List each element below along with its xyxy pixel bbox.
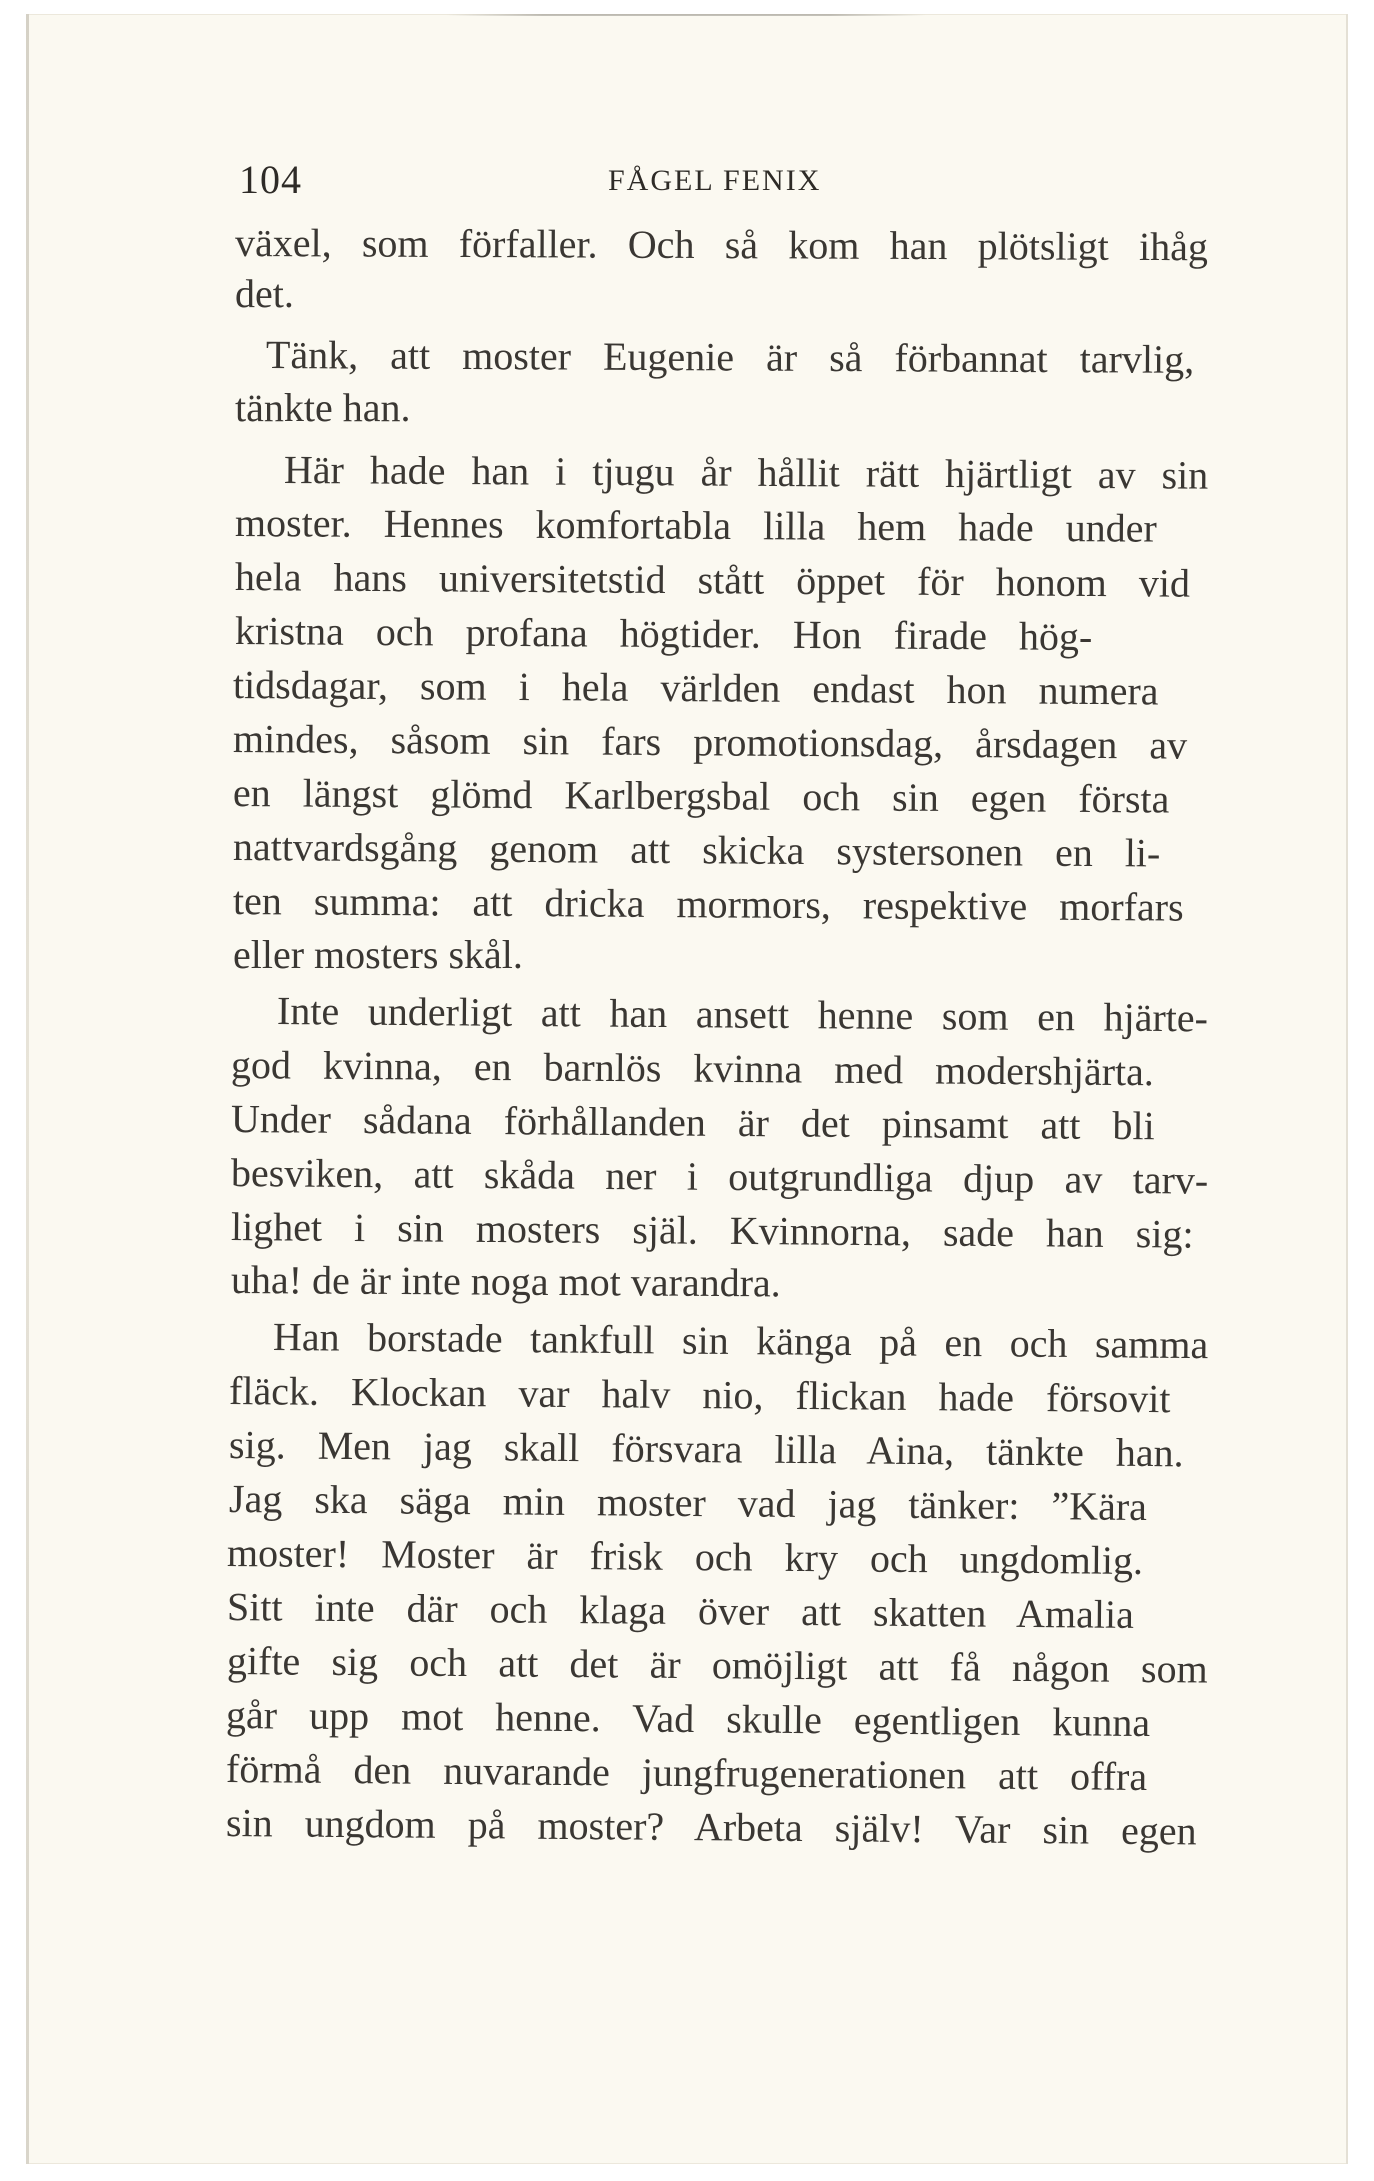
body-text — [26, 14, 1348, 2164]
text-line: Under sådana förhållanden är det pinsamt att bli — [230, 1096, 1155, 1149]
text-line: god kvinna, en barnlös kvinna med modershjärta. — [230, 1042, 1155, 1095]
text-line: går upp mot henne. Vad skulle egentligen kunna — [225, 1692, 1151, 1746]
text-line: förmå den nuvarande jungfrugenerationen att offra — [225, 1746, 1148, 1800]
text-line: Inte underligt att han ansett henne som en hjärte- — [276, 988, 1209, 1041]
text-line: Här hade han i tjugu år hållit rätt hjärtligt av sin — [283, 447, 1209, 498]
text-line: Sitt inte där och klaga över att skatten Amalia — [226, 1584, 1135, 1637]
text-line: Tänk, att moster Eugenie är så förbannat tarvlig, — [265, 332, 1195, 382]
text-line: det. — [235, 271, 294, 316]
text-line: lighet i sin mosters själ. Kvinnorna, sade han sig: — [230, 1204, 1194, 1257]
text-line: kristna och profana högtider. Hon firade hög- — [234, 608, 1093, 659]
text-line: mindes, såsom sin fars promotionsdag, årsdagen av — [232, 716, 1188, 768]
text-line: sin ungdom på moster? Arbeta själv! Var sin egen — [225, 1800, 1197, 1854]
text-line: hela hans universitetstid stått öppet för honom vid — [234, 554, 1191, 606]
running-head: FÅGEL FENIX — [608, 164, 822, 197]
text-line: gifte sig och att det är omöjligt att få någon som — [226, 1638, 1208, 1692]
text-line: fläck. Klockan var halv nio, flickan hade försovit — [228, 1368, 1171, 1422]
text-line: uha! de är inte noga mot varandra. — [230, 1257, 781, 1306]
text-line: Jag ska säga min moster vad jag tänker: ”Kära — [228, 1476, 1148, 1530]
text-line: sig. Men jag skall försvara lilla Aina, tänkte han. — [228, 1422, 1184, 1476]
text-line: moster. Hennes komfortabla lilla hem hade under — [234, 500, 1157, 551]
text-line: moster! Moster är frisk och kry och ungdomlig. — [226, 1530, 1144, 1583]
text-line: en längst glömd Karlbergsbal och sin egen första — [232, 770, 1170, 822]
text-line: tidsdagar, som i hela världen endast hon numera — [232, 662, 1159, 714]
page-number: 104 — [239, 157, 302, 202]
text-line: växel, som förfaller. Och så kom han plötsligt ihåg — [234, 220, 1209, 270]
text-line: nattvardsgång genom att skicka systersonen en li- — [232, 824, 1161, 876]
text-line: Han borstade tankfull sin känga på en och samma — [272, 1314, 1209, 1368]
text-line: ten summa: att dricka mormors, respektive morfars — [232, 878, 1184, 930]
text-line: eller mosters skål. — [233, 932, 523, 977]
text-line: besviken, att skåda ner i outgrundliga djup av tarv- — [230, 1150, 1209, 1203]
text-line: tänkte han. — [235, 385, 411, 430]
book-page — [26, 14, 1348, 2164]
